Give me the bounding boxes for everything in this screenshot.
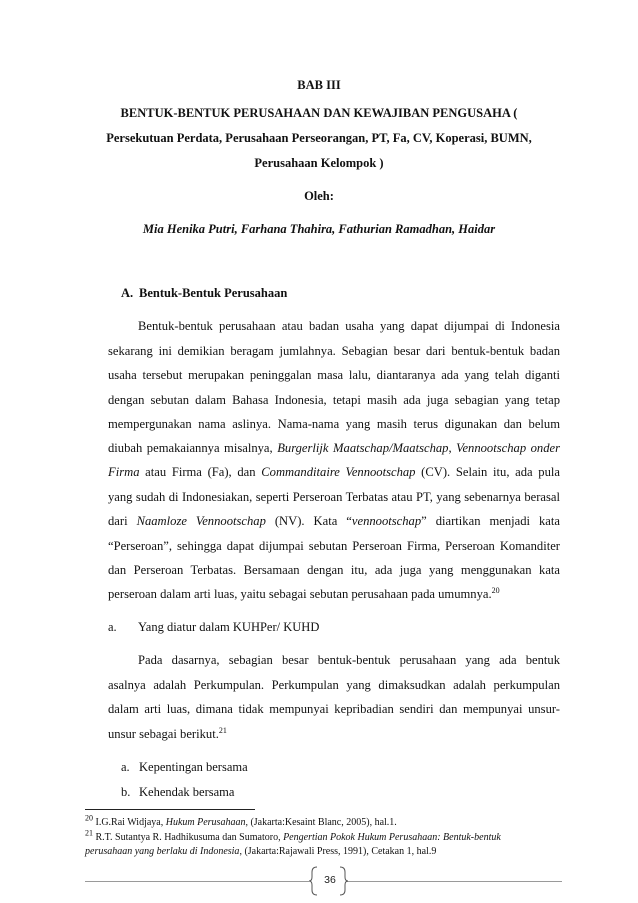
footnote-21-book-title-cont: perusahaan yang berlaku di Indonesia [85, 846, 240, 857]
footnote-20-book-title: Hukum Perusahaan [165, 817, 246, 828]
footer-rule-left [85, 881, 309, 882]
section-a-marker: A. [121, 286, 134, 300]
para1-line-12 [108, 587, 560, 602]
para2-line-3: dalam arti luas, dimana tidak mempunyai kepribadian sendiri dan mempunyai unsur- [108, 702, 560, 716]
document-title-line-3: Perusahaan Kelompok ) [254, 156, 384, 170]
footnote-21-book-title: Pengertian Pokok Hukum Perusahaan: Bentuk-bentuk [283, 832, 501, 843]
para1-line-12-text: perseroan dalam arti luas, yaitu sebagai sebutan perusahaan pada umumnya. [108, 587, 492, 601]
para1-line-8: yang sudah di Indonesiakan, seperti Perseroan Terbatas atau PT, yang sebenarnya berasal [108, 490, 560, 504]
para1-line-7-text: atau Firma (Fa), dan [139, 465, 262, 479]
footnote-21-number: 21 [85, 828, 93, 838]
para1-line-6 [108, 441, 560, 456]
term-commanditaire-vennootschap: Commanditaire Vennootschap [261, 465, 416, 479]
footnote-21-authors: R.T. Sutantya R. Hadhikusuma dan Sumatoro, [93, 832, 284, 843]
para2-line-1: Pada dasarnya, sebagian besar bentuk-bentuk perusahaan yang ada bentuk [138, 653, 560, 667]
authors: Mia Henika Putri, Farhana Thahira, Fathurian Ramadhan, Haidar [142, 222, 496, 236]
term-naamloze-vennootschap: Naamloze Vennootschap [136, 514, 266, 528]
by-label: Oleh: [304, 189, 334, 203]
para1-line-9-mid: (NV). Kata “ [265, 514, 352, 528]
footer-bracket-right [338, 866, 348, 896]
para1-line-2: sekarang ini demikian beragam jumlahnya. Sebagian besar dari bentuk-bentuk badan [108, 344, 560, 358]
section-a-heading: Bentuk-Bentuk Perusahaan [139, 286, 288, 300]
footnote-ref-21[interactable]: 21 [218, 725, 227, 735]
sub-a-marker: a. [108, 620, 117, 634]
para1-line-10: “Perseroan”, sehingga dapat dijumpai sebutan Perseroan Firma, Perseroan Komanditer [108, 539, 560, 553]
list-item-a-marker: a. [121, 760, 130, 774]
term-vennootschap: vennootschap [351, 514, 422, 528]
term-firma: Firma [108, 465, 140, 479]
para1-line-9-end: ” diartikan menjadi kata [421, 514, 560, 528]
footnote-20-publisher: , (Jakarta:Kesaint Blanc, 2005), hal.1. [245, 817, 397, 828]
footnote-ref-20[interactable]: 20 [491, 585, 500, 595]
footnote-21 [85, 828, 501, 843]
para1-line-4: dengan sebutan dalam Bahasa Indonesia, tetapi masih ada juga sebagian yang tetap [108, 393, 560, 407]
document-title-line-1: BENTUK-BENTUK PERUSAHAAN DAN KEWAJIBAN PENGUSAHA ( [120, 106, 518, 120]
footnote-separator [85, 809, 255, 810]
footnote-21-cont [85, 846, 436, 857]
footnote-20 [85, 813, 397, 828]
footnote-20-author: I.G.Rai Widjaya, [93, 817, 166, 828]
para2-line-4 [108, 727, 560, 742]
list-item-b: Kehendak bersama [139, 785, 235, 799]
footer-rule-right [346, 881, 562, 882]
list-item-b-marker: b. [121, 785, 131, 799]
para1-line-11: dan Perseroan Terbatas. Bersamaan dengan itu, ada juga yang menggunakan kata [108, 563, 560, 577]
document-title-line-2: Persekutuan Perdata, Perusahaan Perseorangan, PT, Fa, CV, Koperasi, BUMN, [106, 131, 532, 145]
term-burgerlijk-maatschap: Burgerlijk Maatschap/Maatschap [277, 441, 449, 455]
footnote-20-number: 20 [85, 813, 93, 823]
para1-line-7-text-end: (CV). Selain itu, ada pula [415, 465, 560, 479]
para2-line-4-text: unsur sebagai berikut. [108, 727, 219, 741]
para1-line-6-sep: , [448, 441, 457, 455]
list-item-a: Kepentingan bersama [139, 760, 248, 774]
sub-a-heading: Yang diatur dalam KUHPer/ KUHD [138, 620, 320, 634]
chapter-title: BAB III [297, 78, 341, 92]
para2-line-2: asalnya adalah Perkumpulan. Perkumpulan yang dimaksudkan adalah perkumpulan [108, 678, 560, 692]
para1-line-9-text: dari [108, 514, 137, 528]
page-number: 36 [324, 874, 336, 886]
term-vennootschap-onder: Vennootschap onder [456, 441, 561, 455]
para1-line-7 [108, 465, 560, 480]
para1-line-9 [108, 514, 560, 529]
footnote-21-publisher: , (Jakarta:Rajawali Press, 1991), Cetakan 1, hal.9 [239, 846, 437, 857]
para1-line-3: usaha tersebut merupakan peninggalan masa lalu, diantaranya ada yang telah diganti [108, 368, 560, 382]
para1-line-1: Bentuk-bentuk perusahaan atau badan usaha yang dapat dijumpai di Indonesia [138, 319, 560, 333]
para1-line-6-text: diubah pemakaiannya misalnya, [108, 441, 278, 455]
para1-line-5: mempergunakan nama aslinya. Nama-nama yang masih terus digunakan dan belum [108, 417, 560, 431]
